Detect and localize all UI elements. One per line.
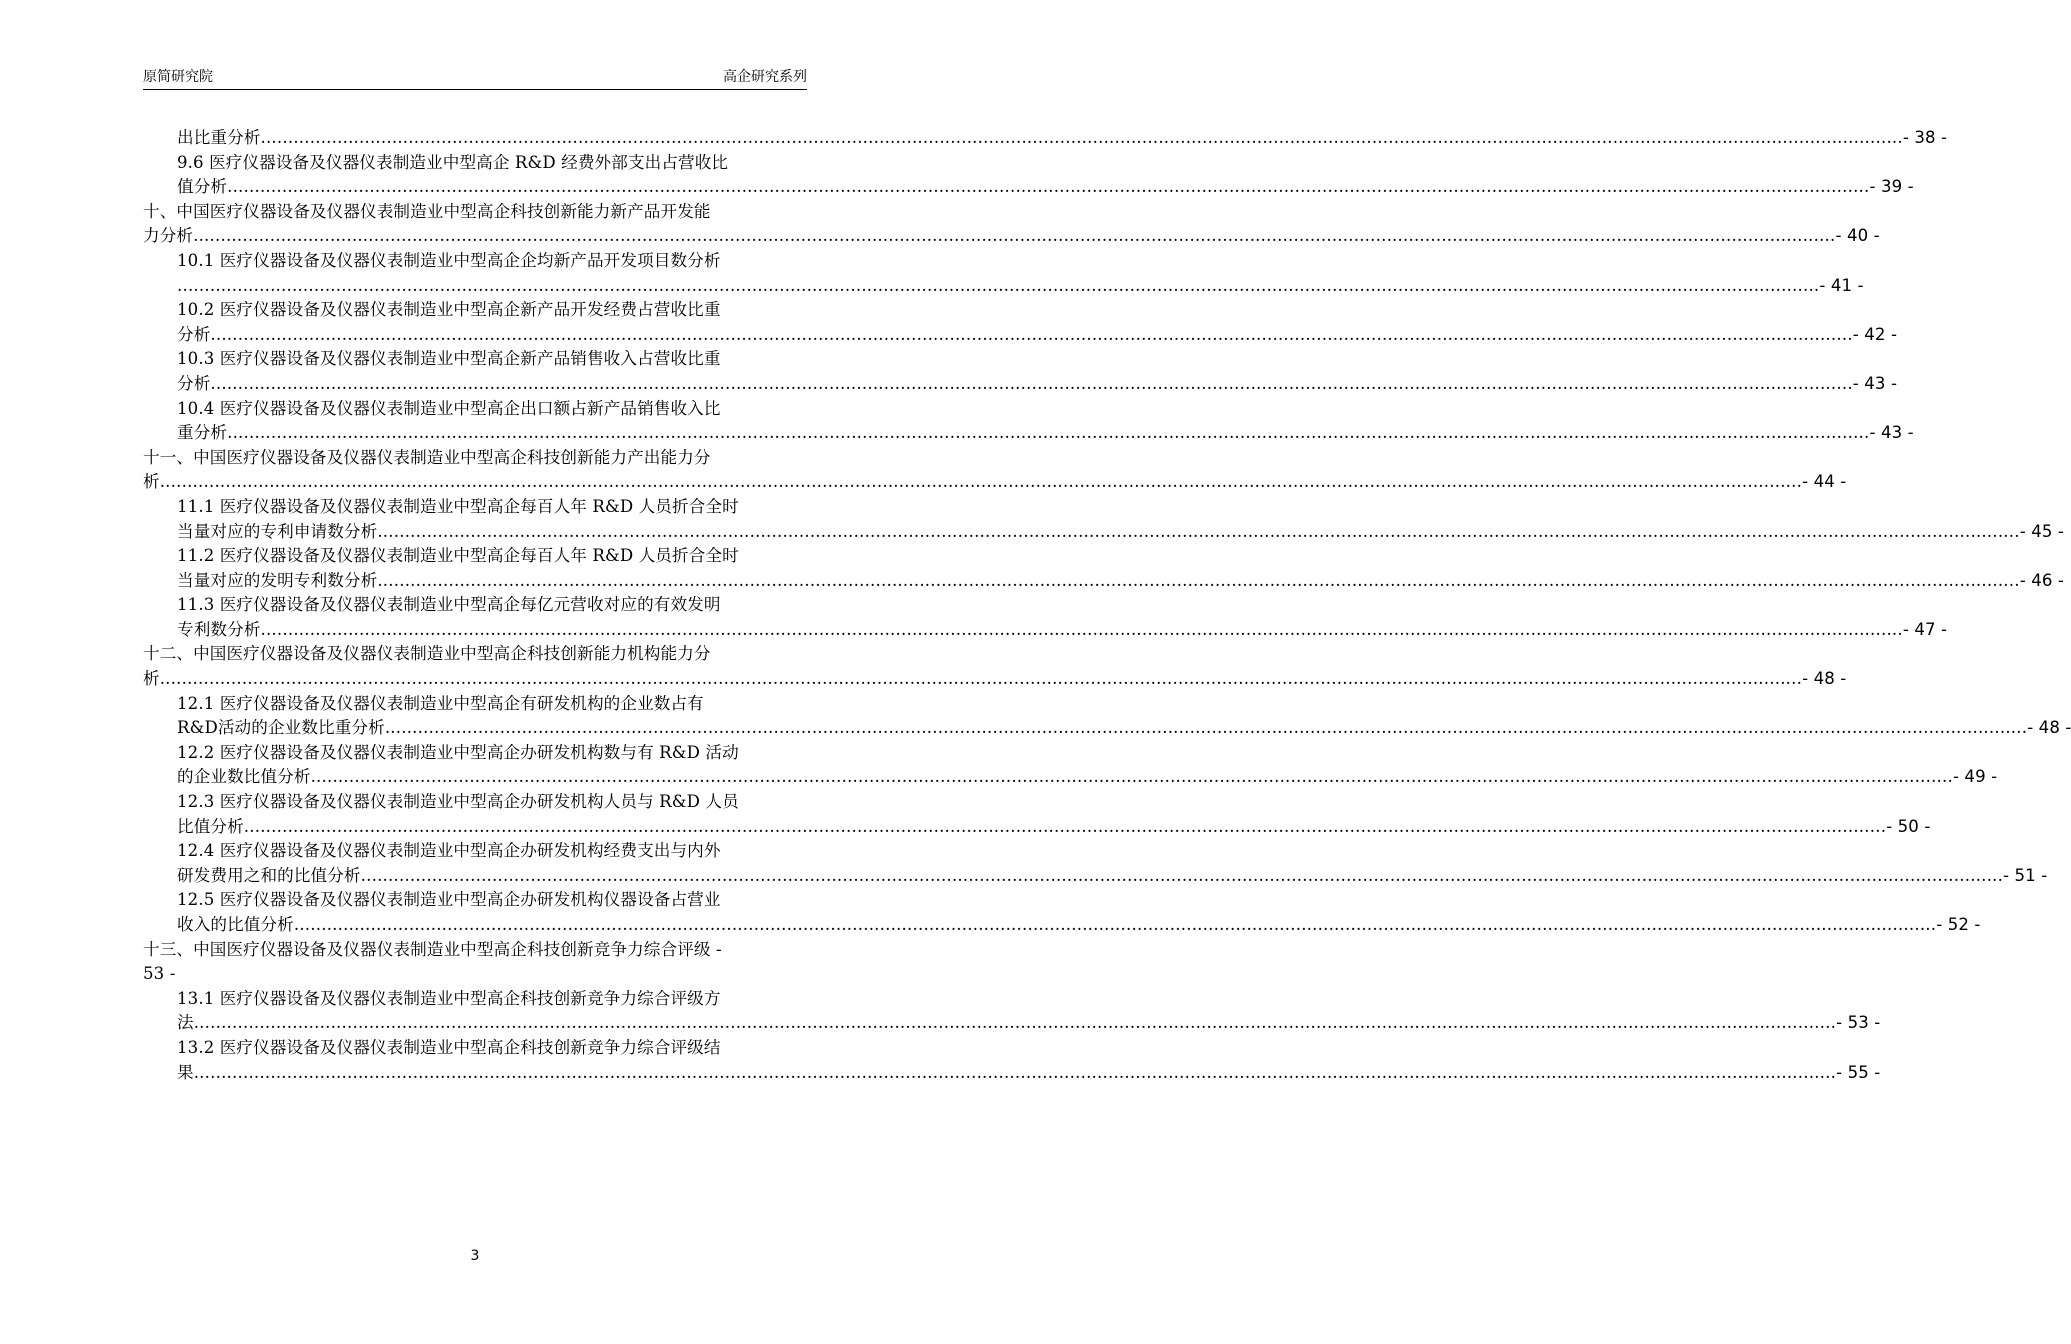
toc-entry[interactable] — [177, 151, 1914, 200]
toc-entry-title-line: 12.5 医疗仪器设备及仪器仪表制造业中型高企办研发机构仪器设备占营业 — [177, 890, 721, 910]
toc-entry[interactable] — [177, 692, 2071, 741]
toc-entry-last-line — [177, 569, 2064, 594]
toc-dot-leader: ............................................................................................................................................................................................................................................................................................................ — [227, 177, 1870, 197]
toc-entry[interactable] — [177, 397, 1914, 446]
toc-entry-title-line: 十一、中国医疗仪器设备及仪器仪表制造业中型高企科技创新能力产出能力分 — [143, 447, 711, 467]
toc-entry[interactable] — [143, 938, 807, 987]
toc-entry-title-line: 11.3 医疗仪器设备及仪器仪表制造业中型高企每亿元营收对应的有效发明 — [177, 595, 721, 615]
toc-dot-leader: ............................................................................................................................................................................................................................................................................................................ — [360, 865, 2004, 885]
toc-entry[interactable] — [177, 790, 1931, 839]
toc-entry-title-line: 10.1 医疗仪器设备及仪器仪表制造业中型高企企均新产品开发项目数分析 — [177, 250, 721, 270]
toc-entry-title-line: 12.3 医疗仪器设备及仪器仪表制造业中型高企办研发机构人员与 R&D 人员 — [177, 792, 739, 812]
toc-entry-title-end: 专利数分析 — [177, 619, 261, 639]
toc-entry-title-end: 当量对应的发明专利数分析 — [177, 570, 378, 590]
toc-entry-title-end: 当量对应的专利申请数分析 — [177, 521, 378, 541]
toc-page-number: - 52 - — [1936, 915, 1981, 934]
toc-dot-leader: ............................................................................................................................................................................................................................................................................................................ — [384, 718, 2028, 738]
toc-entry-last-line — [177, 323, 1898, 348]
toc-entry-title-line: 12.1 医疗仪器设备及仪器仪表制造业中型高企有研发机构的企业数占有 — [177, 693, 704, 713]
toc-dot-leader: ............................................................................................................................................................................................................................................................................................................ — [310, 767, 1953, 787]
toc-entry-title-end: 法 — [177, 1013, 194, 1033]
toc-entry-last-line — [177, 913, 1981, 938]
toc-entry[interactable] — [177, 495, 2064, 544]
toc-entry-last-line — [177, 815, 1931, 840]
toc-entry-last-line — [177, 274, 1864, 299]
toc-page-number: - 48 - — [2027, 718, 2071, 738]
toc-dot-leader: ............................................................................................................................................................................................................................................................................................................ — [377, 570, 2020, 590]
toc-dot-leader: ............................................................................................................................................................................................................................................................................................................ — [159, 669, 1803, 689]
toc-page-number: - 41 - — [1819, 275, 1864, 295]
toc-dot-leader: ............................................................................................................................................................................................................................................................................................................ — [227, 423, 1870, 443]
toc-entry-title-end: 力分析 — [143, 226, 194, 246]
toc-page-number: - 49 - — [1952, 767, 1998, 787]
toc-entry[interactable] — [143, 446, 1847, 495]
toc-entry-last-line — [143, 470, 1847, 495]
toc-entry[interactable] — [177, 126, 1948, 151]
toc-entry[interactable] — [177, 347, 1898, 396]
toc-entry-title-line: 13.2 医疗仪器设备及仪器仪表制造业中型高企科技创新竞争力综合评级结 — [177, 1037, 721, 1057]
toc-entry-last-line — [177, 618, 1948, 643]
toc-page-number: - 50 - — [1886, 816, 1931, 836]
toc-entry-title-end: 比值分析 — [177, 816, 244, 836]
toc-page-number: - 45 - — [2019, 521, 2064, 541]
toc-entry-last-line — [177, 175, 1914, 200]
toc-entry-title-line: 9.6 医疗仪器设备及仪器仪表制造业中型高企 R&D 经费外部支出占营收比 — [177, 152, 729, 172]
header-rule — [143, 89, 807, 90]
toc-entry-title-line: 11.2 医疗仪器设备及仪器仪表制造业中型高企每百人年 R&D 人员折合全时 — [177, 546, 739, 566]
toc-page-number: - 40 - — [1835, 226, 1880, 246]
toc-entry-title-end: 值分析 — [177, 177, 228, 197]
toc-entry-title-line: 十、中国医疗仪器设备及仪器仪表制造业中型高企科技创新能力新产品开发能 — [143, 201, 711, 221]
toc-entry-title-end: 重分析 — [177, 423, 228, 443]
toc-entry[interactable] — [177, 1036, 1881, 1085]
toc-entry-last-line — [177, 1011, 1881, 1036]
toc-page-number: - 46 - — [2019, 570, 2064, 590]
toc-page-number: - 51 - — [2003, 865, 2048, 885]
toc-entry[interactable] — [177, 298, 1898, 347]
toc-entry-last-line — [177, 372, 1898, 397]
toc-page-number: - 39 - — [1869, 177, 1914, 197]
toc-page-number: - 53 - — [1836, 1013, 1881, 1033]
toc-dot-leader: ............................................................................................................................................................................................................................................................................................................ — [243, 816, 1887, 836]
toc-entry-title-end: 研发费用之和的比值分析 — [177, 865, 361, 885]
toc-entry-last-line — [177, 864, 2048, 889]
toc-entry-title-line: 10.3 医疗仪器设备及仪器仪表制造业中型高企新产品销售收入占营收比重 — [177, 349, 721, 369]
toc-entry-last-line — [143, 962, 807, 987]
toc-page-number: - 42 - — [1852, 324, 1898, 344]
toc-entry[interactable] — [177, 593, 1948, 642]
page-number: 3 — [470, 1248, 480, 1264]
toc-entry[interactable] — [143, 642, 1847, 691]
toc-entry-title-end: 的企业数比值分析 — [177, 767, 311, 787]
toc-page-number: - 38 - — [1902, 128, 1948, 147]
toc-entry-title-line: 11.1 医疗仪器设备及仪器仪表制造业中型高企每百人年 R&D 人员折合全时 — [177, 496, 739, 516]
toc-page-number: - 43 - — [1852, 373, 1898, 393]
header-left-text: 原简研究院 — [143, 69, 213, 85]
toc-entry-title-end: R&D活动的企业数比重分析 — [177, 718, 385, 738]
toc-entry[interactable] — [143, 200, 1880, 249]
toc-entry-last-line — [177, 126, 1948, 151]
toc-entry[interactable] — [177, 888, 1981, 937]
toc-entry-title-line: 13.1 医疗仪器设备及仪器仪表制造业中型高企科技创新竞争力综合评级方 — [177, 988, 721, 1008]
toc-entry-title-end: 分析 — [177, 373, 211, 393]
toc-entry-title-end: 析 — [143, 669, 160, 689]
toc-entry-title-line: 十二、中国医疗仪器设备及仪器仪表制造业中型高企科技创新能力机构能力分 — [143, 644, 711, 664]
toc-entry-title-line: 12.2 医疗仪器设备及仪器仪表制造业中型高企办研发机构数与有 R&D 活动 — [177, 742, 739, 762]
page-header — [143, 66, 807, 88]
toc-entry-title-end: 出比重分析 — [177, 128, 261, 147]
toc-entry-last-line — [177, 1061, 1881, 1086]
toc-dot-leader: ............................................................................................................................................................................................................................................................................................................ — [260, 128, 1903, 147]
toc-page-number: - 48 - — [1802, 669, 1847, 689]
toc-entry[interactable] — [177, 544, 2064, 593]
toc-dot-leader: ............................................................................................................................................................................................................................................................................................................ — [177, 275, 1820, 295]
toc-entry-last-line — [177, 765, 1998, 790]
toc-entry[interactable] — [177, 741, 1998, 790]
toc-entry-last-line — [177, 716, 2071, 741]
header-right-text: 高企研究系列 — [723, 69, 807, 85]
toc-entry-last-line — [143, 667, 1847, 692]
toc-entry-title-line: 12.4 医疗仪器设备及仪器仪表制造业中型高企办研发机构经费支出与内外 — [177, 841, 721, 861]
toc-page-number: - 55 - — [1836, 1062, 1881, 1082]
toc-entry[interactable] — [177, 987, 1881, 1036]
toc-entry-last-line — [143, 224, 1880, 249]
toc-entry-title-line: 十三、中国医疗仪器设备及仪器仪表制造业中型高企科技创新竞争力综合评级 - — [143, 939, 722, 959]
toc-entry-title-end: 析 — [143, 472, 160, 492]
toc-entry-title-line: 10.2 医疗仪器设备及仪器仪表制造业中型高企新产品开发经费占营收比重 — [177, 300, 721, 320]
toc-dot-leader: ............................................................................................................................................................................................................................................................................................................ — [159, 472, 1803, 492]
toc-entry-title-end: 收入的比值分析 — [177, 915, 294, 934]
toc-dot-leader: ............................................................................................................................................................................................................................................................................................................ — [193, 226, 1836, 246]
toc-entry-last-line — [177, 421, 1914, 446]
toc-entry[interactable] — [177, 249, 1864, 298]
toc-entry-title-end: 53 - — [143, 964, 176, 984]
toc-dot-leader: ............................................................................................................................................................................................................................................................................................................ — [293, 915, 1937, 934]
toc-entry-last-line — [177, 520, 2064, 545]
toc-dot-leader: ............................................................................................................................................................................................................................................................................................................ — [193, 1062, 1837, 1082]
toc-entry[interactable] — [177, 839, 2048, 888]
toc-dot-leader: ............................................................................................................................................................................................................................................................................................................ — [193, 1013, 1837, 1033]
toc-entry-title-line: 10.4 医疗仪器设备及仪器仪表制造业中型高企出口额占新产品销售收入比 — [177, 398, 721, 418]
toc-dot-leader: ............................................................................................................................................................................................................................................................................................................ — [377, 521, 2020, 541]
toc-page-number: - 43 - — [1869, 423, 1914, 443]
toc-dot-leader: ............................................................................................................................................................................................................................................................................................................ — [210, 324, 1853, 344]
toc-page-number: - 47 - — [1902, 619, 1948, 639]
toc-page-number: - 44 - — [1802, 472, 1847, 492]
toc-dot-leader: ............................................................................................................................................................................................................................................................................................................ — [210, 373, 1853, 393]
table-of-contents — [143, 126, 2071, 1085]
toc-entry-title-end: 分析 — [177, 324, 211, 344]
toc-entry-title-end: 果 — [177, 1062, 194, 1082]
toc-dot-leader: ............................................................................................................................................................................................................................................................................................................ — [260, 619, 1903, 639]
